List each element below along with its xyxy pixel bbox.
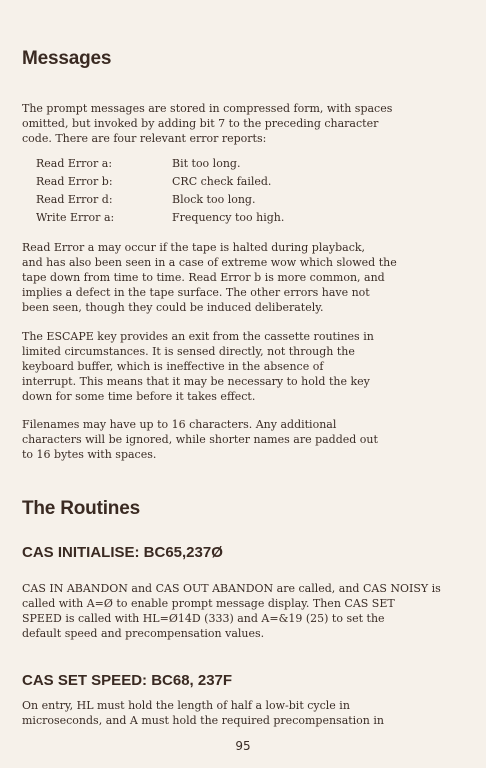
page-number: 95 <box>235 739 251 753</box>
error-code: Read Error b: <box>36 175 113 188</box>
messages-heading: Messages <box>22 48 112 69</box>
error-report-table <box>36 157 336 229</box>
error-description: Frequency too high. <box>172 211 285 224</box>
text-line: to 16 bytes with spaces. <box>22 448 157 461</box>
text-line: On entry, HL must hold the length of half a low-bit cycle in <box>22 699 350 712</box>
error-row <box>36 193 336 211</box>
text-line: CAS IN ABANDON and CAS OUT ABANDON are called, and CAS NOISY is <box>22 582 441 595</box>
text-line: and has also been seen in a case of extreme wow which slowed the <box>22 256 397 269</box>
text-line: default speed and precompensation values. <box>22 627 265 640</box>
text-line: SPEED is called with HL=Ø14D (333) and A=&19 (25) to set the <box>22 612 385 625</box>
error-row <box>36 211 336 229</box>
error-code: Read Error a: <box>36 157 113 170</box>
cas-set-speed-heading: CAS SET SPEED: BC68, 237F <box>22 672 233 689</box>
error-row <box>36 157 336 175</box>
routines-heading: The Routines <box>22 498 140 519</box>
cas-initialise-heading: CAS INITIALISE: BC65,237Ø <box>22 544 223 561</box>
read-error-paragraph <box>22 240 458 315</box>
messages-intro-paragraph <box>22 101 458 146</box>
text-line: keyboard buffer, which is ineffective in the absence of <box>22 360 324 373</box>
error-row <box>36 175 336 193</box>
text-line: down for some time before it takes effect. <box>22 390 256 403</box>
filenames-paragraph <box>22 417 458 462</box>
text-line: microseconds, and A must hold the required precompensation in <box>22 714 384 727</box>
cas-set-speed-paragraph <box>22 698 458 728</box>
text-line: characters will be ignored, while shorter names are padded out <box>22 433 378 446</box>
error-description: CRC check failed. <box>172 175 272 188</box>
text-line: Read Error a may occur if the tape is halted during playback, <box>22 241 366 254</box>
error-code: Write Error a: <box>36 211 115 224</box>
error-code: Read Error d: <box>36 193 113 206</box>
text-line: limited circumstances. It is sensed directly, not through the <box>22 345 355 358</box>
text-line: The prompt messages are stored in compressed form, with spaces <box>22 102 393 115</box>
text-line: called with A=Ø to enable prompt message display. Then CAS SET <box>22 597 395 610</box>
text-line: been seen, though they could be induced deliberately. <box>22 301 324 314</box>
text-line: code. There are four relevant error reports: <box>22 132 267 145</box>
error-description: Bit too long. <box>172 157 241 170</box>
cas-initialise-paragraph <box>22 581 458 641</box>
text-line: interrupt. This means that it may be necessary to hold the key <box>22 375 370 388</box>
text-line: The ESCAPE key provides an exit from the cassette routines in <box>22 330 374 343</box>
text-line: tape down from time to time. Read Error b is more common, and <box>22 271 385 284</box>
error-description: Block too long. <box>172 193 256 206</box>
text-line: omitted, but invoked by adding bit 7 to the preceding character <box>22 117 379 130</box>
escape-key-paragraph <box>22 329 458 404</box>
text-line: Filenames may have up to 16 characters. Any additional <box>22 418 337 431</box>
text-line: implies a defect in the tape surface. The other errors have not <box>22 286 370 299</box>
